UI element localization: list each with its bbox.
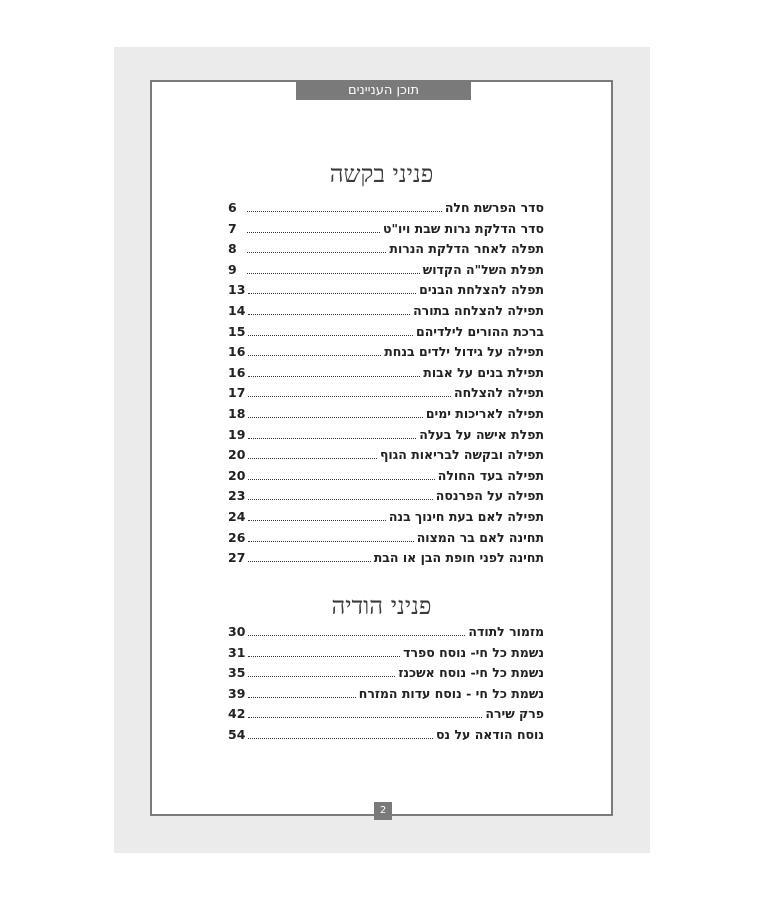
- toc-entry: [228, 645, 544, 666]
- toc-entry-page: 8: [228, 241, 237, 257]
- toc-entry-page: 24: [228, 508, 246, 524]
- toc-entry-page: 19: [228, 426, 246, 442]
- toc-entry-page: 31: [228, 644, 246, 660]
- toc-entry-title: נשמת כל חי- נוסח ספרד: [403, 644, 544, 660]
- section-title-thanks: פניני הודיה: [331, 592, 432, 620]
- dot-leader: [248, 449, 377, 459]
- dot-leader: [247, 264, 420, 274]
- dot-leader: [248, 532, 413, 542]
- toc-entry-title: תפלה לאחר הדלקת הנרות: [389, 241, 544, 257]
- toc-entry-page: 13: [228, 282, 246, 298]
- toc-entry-title: תפילה על גידול ילדים בנחת: [384, 344, 544, 360]
- dot-leader: [247, 223, 380, 233]
- toc-header: תוכן העניינים: [296, 82, 471, 100]
- dot-leader: [248, 326, 413, 336]
- toc-entry-page: 26: [228, 529, 246, 545]
- toc-entry-page: 15: [228, 323, 246, 339]
- toc-entry: [228, 406, 544, 427]
- section-title-requests: פניני בקשה: [329, 160, 434, 188]
- dot-leader: [248, 688, 355, 698]
- dot-leader: [248, 667, 395, 677]
- dot-leader: [248, 729, 433, 739]
- toc-entry-page: 42: [228, 706, 246, 722]
- toc-entry: [228, 530, 544, 551]
- toc-list-thanks: [228, 624, 544, 748]
- toc-entry-title: פרק שירה: [485, 706, 544, 722]
- toc-entry-page: 54: [228, 726, 246, 742]
- toc-entry-title: תפילת בנים על אבות: [423, 364, 544, 380]
- toc-entry: [228, 550, 544, 571]
- toc-entry-title: סדר הדלקת נרות שבת ויו"ט: [383, 220, 544, 236]
- toc-entry: [228, 365, 544, 386]
- toc-entry-title: תחינה לפני חופת הבן או הבת: [373, 550, 544, 566]
- toc-entry: [228, 282, 544, 303]
- toc-entry-title: מזמור לתודה: [468, 624, 544, 639]
- toc-entry-title: ברכת ההורים לילדיהם: [416, 323, 544, 339]
- toc-entry-page: 17: [228, 385, 246, 401]
- dot-leader: [248, 511, 385, 521]
- dot-leader: [248, 429, 416, 439]
- dot-leader: [248, 626, 465, 636]
- toc-entry-page: 30: [228, 624, 246, 639]
- toc-entry-title: תפילה על הפרנסה: [435, 488, 544, 504]
- toc-entry: [228, 262, 544, 283]
- toc-entry: [228, 324, 544, 345]
- toc-entry: [228, 303, 544, 324]
- toc-entry-page: 14: [228, 302, 246, 318]
- toc-entry: [228, 447, 544, 468]
- toc-entry-title: תפלת אישה על בעלה: [419, 426, 544, 442]
- dot-leader: [248, 470, 434, 480]
- toc-entry: [228, 624, 544, 645]
- toc-entry-title: סדר הפרשת חלה: [444, 200, 544, 215]
- document-page: [150, 80, 613, 816]
- toc-entry-title: תפלת השל"ה הקדוש: [422, 261, 544, 277]
- toc-entry-title: תחינה לאם בר המצוה: [416, 529, 544, 545]
- dot-leader: [248, 346, 381, 356]
- dot-leader: [248, 490, 432, 500]
- toc-entry-page: 20: [228, 467, 246, 483]
- dot-leader: [247, 202, 442, 212]
- toc-list-requests: [228, 200, 544, 571]
- dot-leader: [248, 647, 400, 657]
- toc-entry: [228, 221, 544, 242]
- dot-leader: [248, 367, 420, 377]
- toc-entry: [228, 686, 544, 707]
- toc-entry: [228, 344, 544, 365]
- toc-entry-page: 23: [228, 488, 246, 504]
- toc-entry-title: תפילה להצלחה בתורה: [413, 302, 544, 318]
- toc-entry-title: תפלה להצלחת הבנים: [419, 282, 544, 298]
- dot-leader: [248, 305, 410, 315]
- dot-leader: [248, 708, 482, 718]
- dot-leader: [248, 284, 416, 294]
- toc-entry-title: תפילה לאריכות ימים: [425, 405, 544, 421]
- dot-leader: [248, 387, 451, 397]
- toc-entry-page: 27: [228, 550, 246, 566]
- toc-entry: [228, 385, 544, 406]
- toc-entry: [228, 665, 544, 686]
- toc-entry-page: 18: [228, 405, 246, 421]
- toc-entry: [228, 488, 544, 509]
- toc-entry-title: תפילה בעד החולה: [437, 467, 544, 483]
- toc-entry-page: 9: [228, 261, 237, 277]
- toc-entry-page: 6: [228, 200, 237, 215]
- toc-entry-title: תפילה ובקשה לבריאות הגוף: [379, 447, 544, 463]
- toc-entry: [228, 427, 544, 448]
- dot-leader: [248, 552, 370, 562]
- dot-leader: [248, 408, 422, 418]
- toc-entry-page: 16: [228, 344, 246, 360]
- toc-entry-title: נשמת כל חי- נוסח אשכנז: [398, 665, 544, 681]
- toc-entry-page: 16: [228, 364, 246, 380]
- toc-entry-title: תפילה להצלחה: [454, 385, 544, 401]
- toc-entry: [228, 509, 544, 530]
- toc-entry-page: 7: [228, 220, 237, 236]
- toc-entry: [228, 241, 544, 262]
- toc-entry: [228, 200, 544, 221]
- toc-entry-page: 20: [228, 447, 246, 463]
- toc-entry-title: נוסח הודאה על נס: [435, 726, 544, 742]
- toc-entry: [228, 468, 544, 489]
- toc-entry-page: 39: [228, 685, 246, 701]
- toc-entry: [228, 727, 544, 748]
- page-number: 2: [374, 802, 392, 820]
- toc-entry-page: 35: [228, 665, 246, 681]
- toc-entry-title: נשמת כל חי - נוסח עדות המזרח: [358, 685, 544, 701]
- toc-entry: [228, 706, 544, 727]
- dot-leader: [247, 243, 386, 253]
- toc-entry-title: תפילה לאם בעת חינוך בנה: [388, 508, 544, 524]
